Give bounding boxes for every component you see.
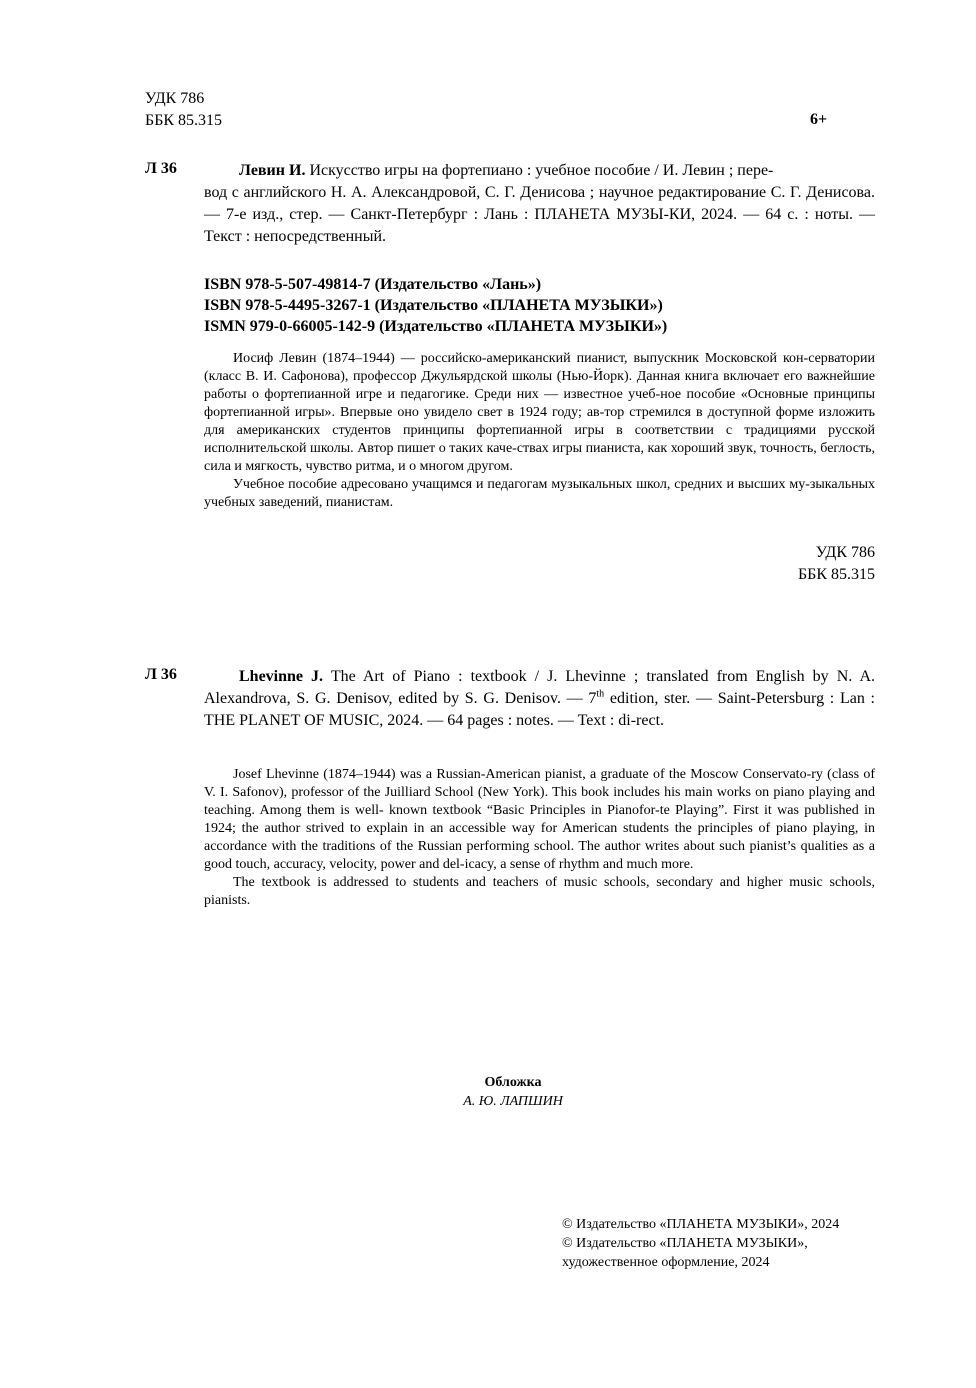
annotation-en — [204, 766, 875, 910]
author-mark-ru: Л 36 — [145, 160, 177, 177]
author-mark-en: Л 36 — [145, 666, 177, 683]
cover-label: Обложка — [484, 1075, 542, 1090]
copyright-line: © Издательство «ПЛАНЕТА МУЗЫКИ», — [562, 1236, 808, 1251]
identifier-list — [204, 274, 667, 337]
annotation-ru-paragraph: Иосиф Левин (1874–1944) — российско-американский пианист, выпускник Московской кон-серватории (класс В. И. Сафонова), профессор Джульярдской школы (Нью-Йорк). Данная книга включает его важнейшие работы о фортепианной игре и педагогике. Среди них — известное учеб-ное пособие «Основные принципы фортепианной игры». Впервые оно увидело свет в 1924 году; ав-тор стремился в доступной форме изложить для американских студентов принципы фортепианной игры в соответствии с традициями русской исполнительской школы. Автор пишет о таких каче-ствах игры пианиста, как хороший звук, точность, беглость, сила и мягкость, чувство ритма, и о многом другом. — [204, 351, 875, 474]
copyright-line: художественное оформление, 2024 — [562, 1255, 770, 1270]
cover-artist: А. Ю. ЛАПШИН — [463, 1094, 563, 1109]
age-rating: 6+ — [810, 111, 828, 128]
cover-credit — [400, 1073, 626, 1111]
header-classification — [145, 88, 222, 132]
copyright-block — [562, 1215, 839, 1272]
bbk-code: ББК 85.315 — [145, 112, 223, 129]
entry-ru-first-line — [204, 160, 875, 182]
udk-code: УДК 786 — [145, 90, 205, 107]
bibliographic-entry-ru — [204, 160, 875, 248]
author-name-en: Lhevinne J. — [239, 668, 324, 685]
copyright-line: © Издательство «ПЛАНЕТА МУЗЫКИ», 2024 — [562, 1217, 840, 1232]
edition-superscript: th — [596, 688, 605, 700]
entry-en-description-part2: edition, ster. — Saint-Petersburg : Lan : THE PLANET OF MUSIC, 2024. — 64 pages : notes. — Text : di-rect. — [204, 690, 875, 729]
entry-ru-description: вод с английского Н. А. Александровой, С. Г. Денисова ; научное редактирование С. Г. Денисова. — 7-е изд., стер. — Санкт-Петербург : Лань : ПЛАНЕТА МУЗЫ-КИ, 2024. — 64 с. : ноты. — Текст : непосредственный. — [204, 184, 875, 245]
isbn-lan: ISBN 978-5-507-49814-7 (Издательство «Лань») — [204, 276, 542, 293]
bbk-code: ББК 85.315 — [797, 566, 875, 583]
annotation-ru-paragraph: Учебное пособие адресовано учащимся и педагогам музыкальных школ, средних и высших му-зыкальных учебных заведений, пианистам. — [204, 477, 875, 510]
annotation-ru — [204, 350, 875, 512]
author-name-ru: Левин И. — [239, 162, 306, 179]
entry-ru-description-line1: Искусство игры на фортепиано : учебное пособие / И. Левин ; пере- — [305, 162, 774, 179]
isbn-planet: ISBN 978-5-4495-3267-1 (Издательство «ПЛАНЕТА МУЗЫКИ») — [204, 297, 663, 314]
bibliographic-entry-en — [204, 666, 875, 732]
ismn-planet: ISMN 979-0-66005-142-9 (Издательство «ПЛАНЕТА МУЗЫКИ») — [204, 318, 668, 335]
annotation-en-paragraph: The textbook is addressed to students and teachers of music schools, secondary and higher music schools, pianists. — [204, 875, 875, 908]
footer-classification — [700, 542, 875, 586]
annotation-en-paragraph: Josef Lhevinne (1874–1944) was a Russian-American pianist, a graduate of the Moscow Conservato-ry (class of V. I. Safonov), professor of the Juilliard School (New York). This book includes his main works on piano playing and teaching. Among them is well- known textbook “Basic Principles in Pianofor-te Playing”. First it was published in 1924; the author strived to explain in an accessible way for American students the principles of piano playing, in accordance with the traditions of the Russian performing school. The author writes about such pianist’s qualities as a good touch, accuracy, velocity, power and del-icacy, a sense of rhythm and much more. — [204, 767, 875, 872]
entry-en-description-part1: The Art of Piano : textbook / J. Lhevinne ; translated from English by N. A. Alexandrova, S. G. Denisov, edited by S. G. Denisov. — 7 — [204, 668, 875, 707]
udk-code: УДК 786 — [815, 544, 875, 561]
